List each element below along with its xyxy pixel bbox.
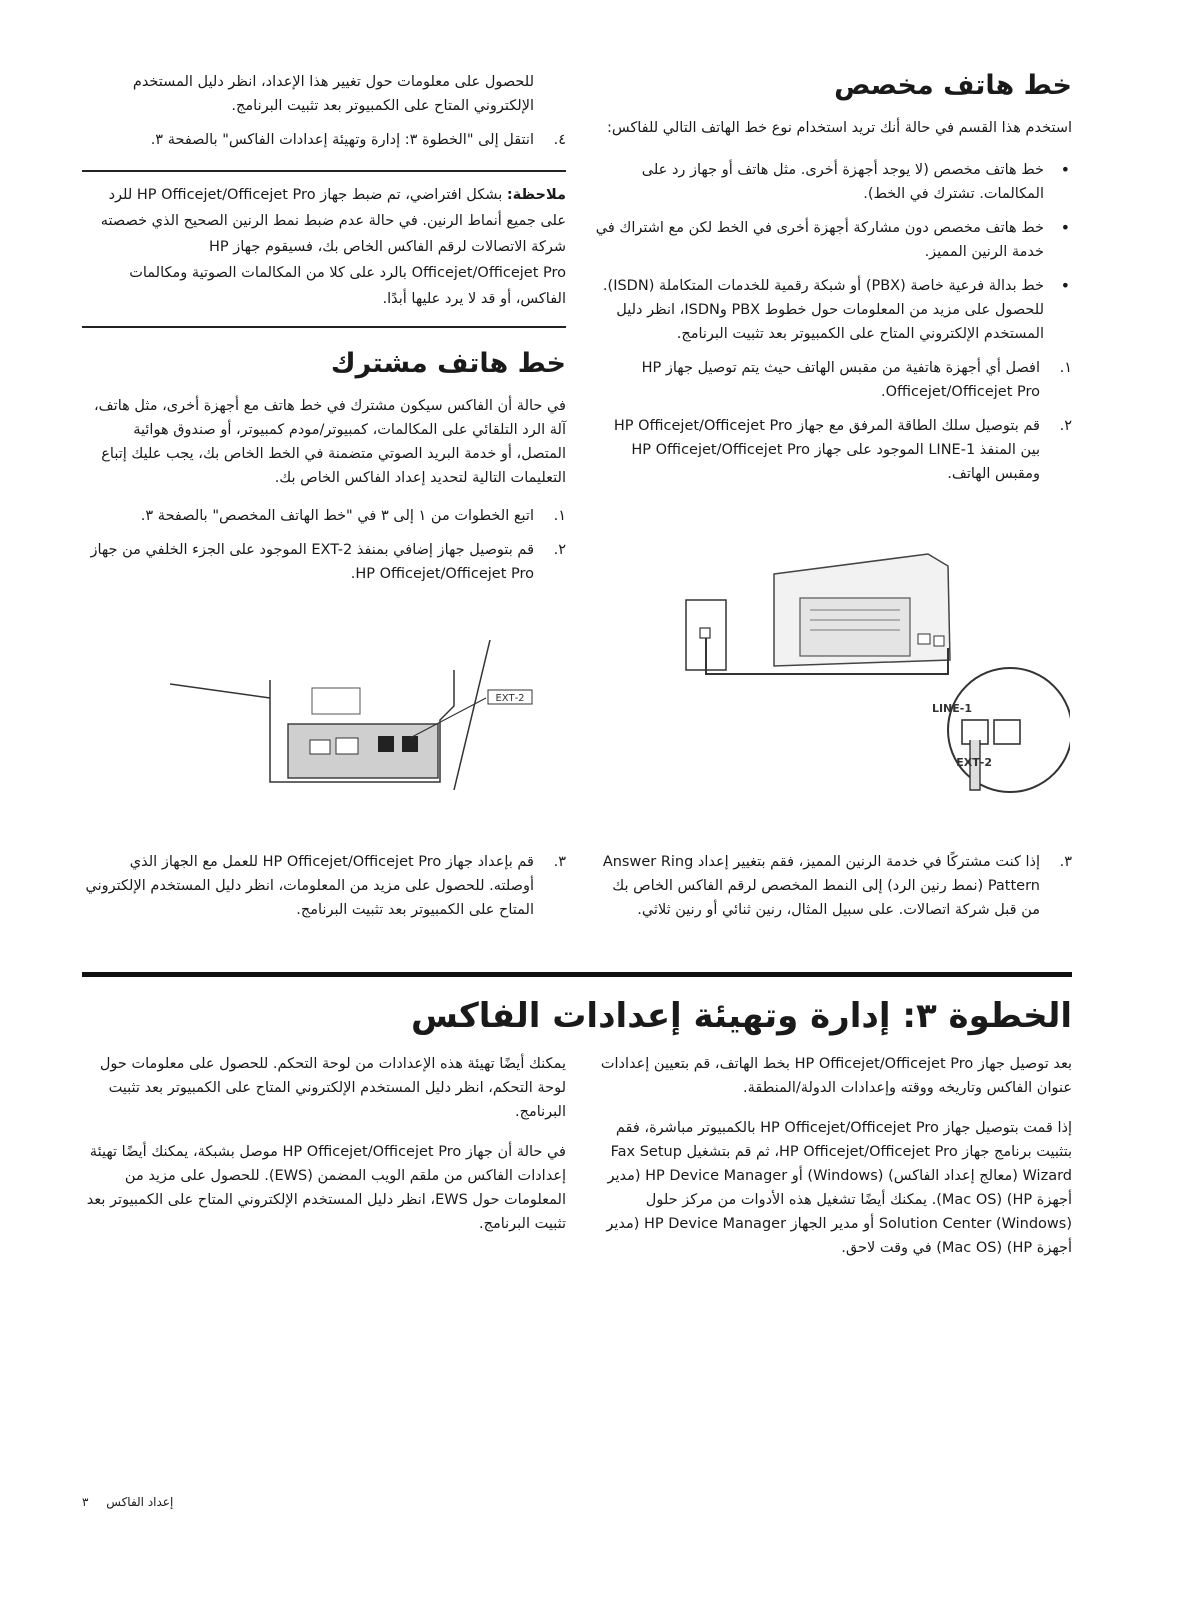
step3-paragraph: في حالة أن جهاز HP Officejet/Officejet Pro موصل بشبكة، يمكنك أيضًا تهيئة إعدادات الفاكس من ملقم الويب المضمن (EWS). للحصول على مزيد من المعلومات حول EWS، انظر دليل المستخدم الإلكتروني المتاح على الكمبيوتر بعد تثبيت البرنامج.	[86, 1144, 566, 1232]
step-number: ٣.	[1059, 854, 1072, 870]
step-item	[592, 356, 1072, 404]
step-item	[82, 128, 566, 152]
page-footer	[82, 1495, 173, 1509]
footer-label: إعداد الفاكس	[106, 1495, 174, 1509]
shared-line-intro: في حالة أن الفاكس سيكون مشترك في خط هاتف مع أجهزة أخرى، مثل هاتف، آلة الرد التلقائي على المكالمات، كمبيوتر/مودم كمبيوتر، أو صندوق هوائية المتصل، أو خدمة البريد الصوتي متضمنة في الخط الخاص بك، يجب عليك إتباع التعليمات التالية لتحديد إعداد الفاكس الخاص بك.	[93, 398, 566, 487]
step-item	[82, 538, 566, 586]
step-number: ١.	[1059, 360, 1072, 377]
fig-label-ext2: 2-EXT	[956, 756, 992, 769]
shared-line-steps	[82, 504, 566, 586]
bullet-item: • خط هاتف مخصص دون مشاركة أجهزة أخرى في الخط لكن مع اشتراك في خدمة الرنين المميز.	[592, 216, 1072, 264]
step3-paragraph: بعد توصيل جهاز HP Officejet/Officejet Pro بخط الهاتف، قم بتعيين إعدادات عنوان الفاكس وتاريخه ووقته وإعدادات الدولة/المنطقة.	[600, 1056, 1072, 1096]
left-column	[82, 70, 566, 596]
ext-port-icon	[402, 736, 418, 752]
right-column	[592, 70, 1072, 496]
dedicated-line-heading: خط هاتف مخصص	[834, 70, 1072, 101]
step3-right-column	[592, 1052, 1072, 1276]
note-label: ملاحظة:	[506, 187, 566, 203]
step-text: افصل أي أجهزة هاتفية من مقبس الهاتف حيث يتم توصيل جهاز HP Officejet/Officejet Pro.	[641, 360, 1040, 401]
dedicated-line-step3	[592, 850, 1072, 932]
step-number: ١.	[553, 508, 566, 525]
note-paragraph	[82, 182, 566, 312]
step-number: ٢.	[1059, 418, 1072, 435]
step-item	[592, 414, 1072, 486]
step-item	[592, 850, 1072, 922]
dedicated-line-figure	[680, 540, 1070, 840]
step-text: قم بتوصيل جهاز إضافي بمنفذ EXT-2 الموجود على الجزء الخلفي من جهاز HP Officejet/Officejet Pro.	[90, 542, 534, 583]
step3-heading: الخطوة ٣: إدارة وتهيئة إعدادات الفاكس	[410, 996, 1072, 1036]
step-item	[82, 504, 566, 528]
power-port-icon	[336, 738, 358, 754]
step-number: ٤.	[553, 132, 566, 148]
printer-rear-illustration	[680, 540, 1070, 840]
step-item	[82, 850, 566, 922]
usb-port-icon	[310, 740, 330, 754]
step3-left-column	[82, 1052, 566, 1252]
step-number: ٣.	[553, 854, 566, 870]
bullet-item: • خط هاتف مخصص (لا يوجد أجهزة أخرى. مثل هاتف أو جهاز رد على المكالمات. تشترك في الخط).	[592, 158, 1072, 206]
step-text: قم بتوصيل سلك الطاقة المرفق مع جهاز HP Officejet/Officejet Pro بين المنفذ LINE-1 الموجود على جهاز HP Officejet/Officejet Pro ومقبس الهاتف.	[613, 418, 1040, 483]
step-text: إذا كنت مشتركًا في خدمة الرنين المميز، فقم بتغيير إعداد Answer Ring Pattern (نمط رنين الرد) إلى النمط المخصص لرقم الفاكس الخاص بك من قبل شركة اتصالات. على سبيل المثال، رنين ثنائي أو رنين ثلاثي.	[602, 854, 1040, 918]
section-divider	[82, 972, 1072, 977]
step-text: اتبع الخطوات من ١ إلى ٣ في "خط الهاتف المخصص" بالصفحة ٣.	[140, 508, 534, 525]
page-number: ٣	[82, 1495, 89, 1509]
fig-label-line1: 1-LINE	[931, 702, 972, 715]
shared-line-heading: خط هاتف مشترك	[330, 348, 566, 379]
step-number: ٢.	[553, 542, 566, 559]
dedicated-line-bullets	[592, 158, 1072, 346]
ring-setting-text: للحصول على معلومات حول تغيير هذا الإعداد، انظر دليل المستخدم الإلكتروني المتاح على الكمبيوتر بعد تثبيت البرنامج.	[132, 74, 534, 114]
line-port-icon	[378, 736, 394, 752]
note-box	[82, 170, 566, 328]
shared-line-step3	[82, 850, 566, 932]
step-text: انتقل إلى "الخطوة ٣: إدارة وتهيئة إعدادات الفاكس" بالصفحة ٣.	[150, 132, 534, 148]
dedicated-line-steps	[592, 356, 1072, 486]
shared-line-figure	[170, 640, 550, 790]
note-text: بشكل افتراضي، تم ضبط جهاز HP Officejet/Officejet Pro للرد على جميع أنماط الرنين. في حالة عدم ضبط نمط الرنين الصحيح الذي خصصته شركة الاتصالات لرقم الفاكس الخاص بك، فسيقوم جهاز HP Officejet/Officejet Pro بالرد على كلا من المكالمات الصوتية ومكالمات الفاكس، أو قد لا يرد عليها أبدًا.	[100, 187, 566, 307]
dedicated-line-intro: استخدم هذا القسم في حالة أنك تريد استخدام نوع خط الهاتف التالي للفاكس:	[606, 120, 1072, 137]
bullet-item: • خط بدالة فرعية خاصة (PBX) أو شبكة رقمية للخدمات المتكاملة (ISDN). للحصول على مزيد من المعلومات حول خطوط PBX وISDN، انظر دليل المستخدم الإلكتروني المتاح على الكمبيوتر بعد تثبيت البرنامج.	[592, 274, 1072, 346]
step3-paragraph: يمكنك أيضًا تهيئة هذه الإعدادات من لوحة التحكم. للحصول على معلومات حول لوحة التحكم، انظر دليل المستخدم الإلكتروني المتاح على الكمبيوتر بعد تثبيت البرنامج.	[99, 1056, 566, 1120]
step-text: قم بإعداد جهاز HP Officejet/Officejet Pro للعمل مع الجهاز الذي أوصلته. للحصول على مزيد من المعلومات، انظر دليل المستخدم الإلكتروني المتاح على الكمبيوتر بعد تثبيت البرنامج.	[85, 854, 534, 918]
fig-label-ext: 2-EXT	[495, 693, 525, 704]
step3-paragraph: إذا قمت بتوصيل جهاز HP Officejet/Officejet Pro بالكمبيوتر مباشرة، فقم بتثبيت برنامج جهاز HP Officejet/Officejet Pro، ثم قم بتشغيل Fax Setup Wizard (معالج إعداد الفاكس) (Windows) أو HP Device Manager (مدير أجهزة HP) (Mac OS). يمكنك أيضًا تشغيل هذه الأدوات من مركز حلول (Windows) Solution Center أو مدير الجهاز HP Device Manager (مدير أجهزة HP) (Mac OS) في وقت لاحق.	[606, 1120, 1072, 1256]
printer-ports-illustration	[170, 640, 550, 790]
